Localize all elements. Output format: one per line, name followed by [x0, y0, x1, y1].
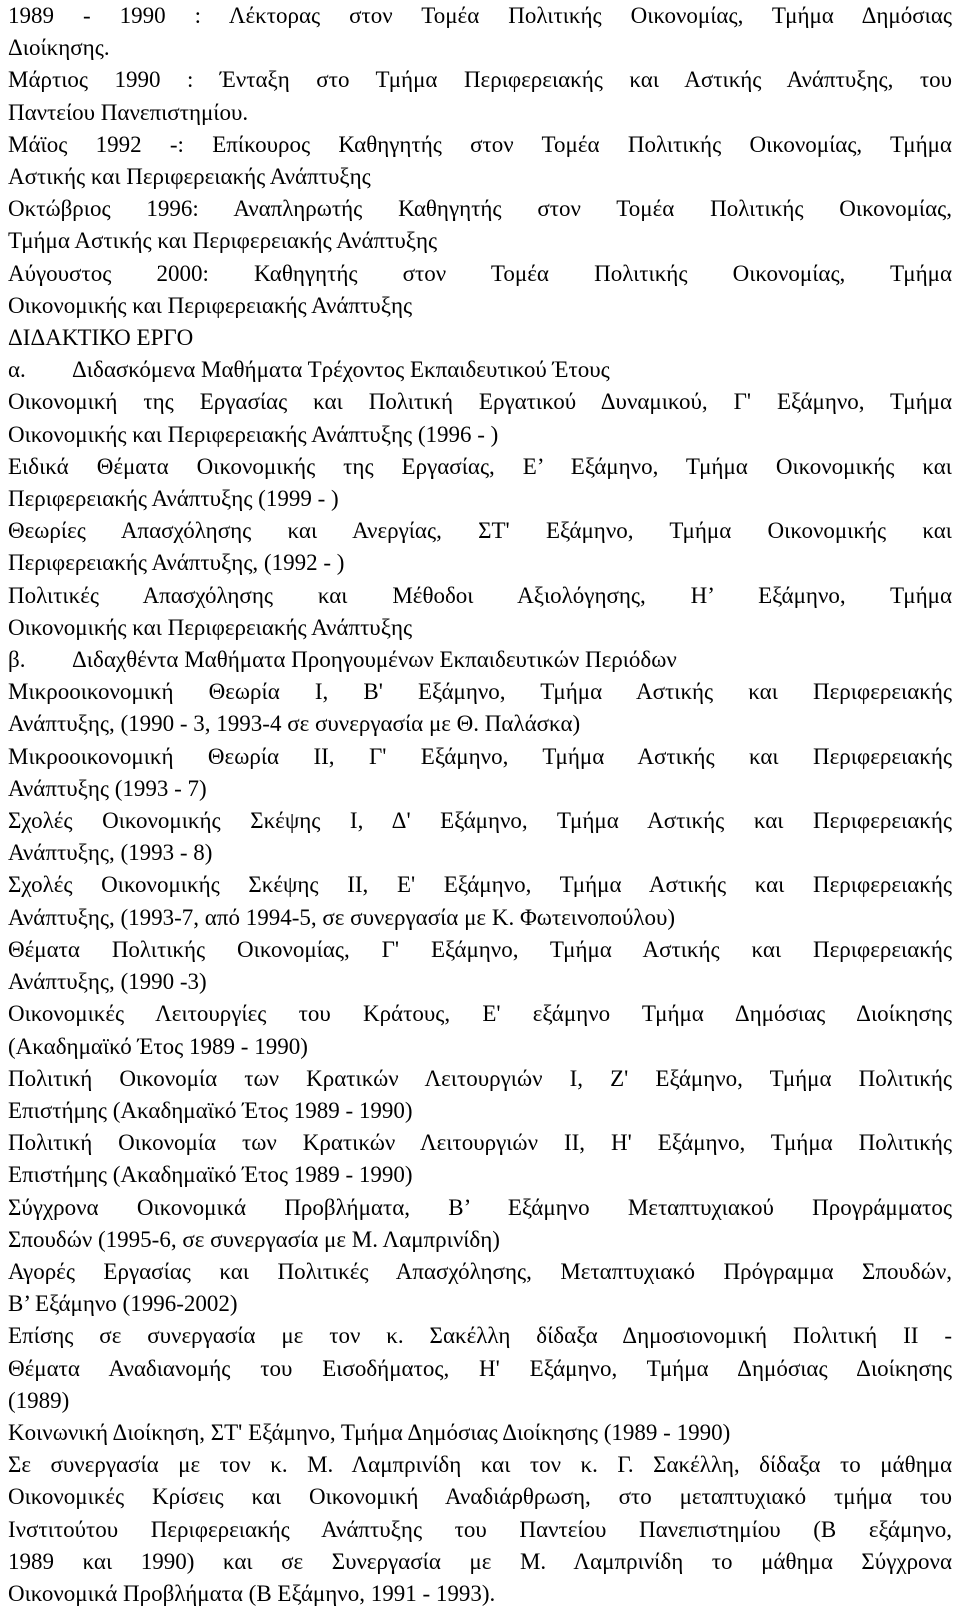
career-entry-line: Αύγουστος 2000: Καθηγητής στον Τομέα Πολιτικής Οικονομίας, Τμήμα	[8, 260, 952, 286]
previous-course	[8, 869, 952, 933]
career-entry-line: 1989 - 1990 : Λέκτορας στον Τομέα Πολιτικής Οικονομίας, Τμήμα Δημόσιας	[8, 3, 952, 28]
previous-course-line: (Ακαδημαϊκό Έτος 1989 - 1990)	[8, 1033, 308, 1059]
career-entry-line: Οικονομικής και Περιφερειακής Ανάπτυξης	[8, 292, 413, 318]
current-course-line: Πολιτικές Απασχόλησης και Μέθοδοι Αξιολόγησης, Η’ Εξάμηνο, Τμήμα	[8, 582, 952, 608]
previous-course-line: Θέματα Αναδιανομής του Εισοδήματος, Η' Εξάμηνο, Τμήμα Δημόσιας Διοίκησης	[8, 1355, 952, 1381]
previous-course-line: Επίσης σε συνεργασία με τον κ. Σακέλλη δίδαξα Δημοσιονομική Πολιτική ΙΙ -	[8, 1323, 952, 1349]
career-entry	[8, 64, 952, 128]
current-courses-title-text: Διδασκόμενα Μαθήματα Τρέχοντος Εκπαιδευτικού Έτους	[72, 357, 610, 383]
previous-course-line: Σύγχρονα Οικονομικά Προβλήματα, Β’ Εξάμηνο Μεταπτυχιακού Προγράμματος	[8, 1194, 952, 1220]
previous-course-line: 1989 και 1990) και σε Συνεργασία με Μ. Λαμπρινίδη το μάθημα Σύγχρονα	[8, 1548, 952, 1574]
current-course-line: Οικονομική της Εργασίας και Πολιτική Εργατικού Δυναμικού, Γ' Εξάμηνο, Τμήμα	[8, 389, 952, 415]
previous-course	[8, 1063, 952, 1127]
previous-course	[8, 998, 952, 1062]
previous-course	[8, 1127, 952, 1191]
current-course-line: Θεωρίες Απασχόλησης και Ανεργίας, ΣΤ' Εξάμηνο, Τμήμα Οικονομικής και	[8, 518, 952, 544]
teaching-heading: ΔΙΔΑΚΤΙΚΟ ΕΡΓΟ	[8, 325, 194, 351]
previous-course-line: Πολιτική Οικονομία των Κρατικών Λειτουργιών ΙΙ, Η' Εξάμηνο, Τμήμα Πολιτικής	[8, 1130, 952, 1156]
previous-course-line: Οικονομικές Λειτουργίες του Κράτους, Ε' εξάμηνο Τμήμα Δημόσιας Διοίκησης	[8, 1001, 952, 1027]
career-entry	[8, 193, 952, 257]
previous-course-line: Μικροοικονομική Θεωρία ΙΙ, Γ' Εξάμηνο, Τμήμα Αστικής και Περιφερειακής	[8, 743, 952, 769]
previous-course-line: Ινστιτούτου Περιφερειακής Ανάπτυξης του Παντείου Πανεπιστημίου (Β εξάμηνο,	[8, 1516, 952, 1542]
current-course-line: Περιφερειακής Ανάπτυξης, (1992 - )	[8, 550, 345, 576]
current-courses-list	[8, 386, 952, 644]
previous-course-line: Ανάπτυξης, (1990 - 3, 1993-4 σε συνεργασία με Θ. Παλάσκα)	[8, 711, 581, 737]
previous-course	[8, 1449, 952, 1610]
previous-course-line: Σπουδών (1995-6, σε συνεργασία με Μ. Λαμπρινίδη)	[8, 1226, 500, 1252]
previous-course	[8, 676, 952, 740]
previous-courses-list	[8, 676, 952, 1610]
current-course	[8, 451, 952, 515]
previous-course	[8, 1256, 952, 1320]
current-courses-title	[8, 354, 952, 386]
previous-course	[8, 1192, 952, 1256]
current-course-line: Ειδικά Θέματα Οικονομικής της Εργασίας, Ε’ Εξάμηνο, Τμήμα Οικονομικής και	[8, 453, 952, 479]
previous-course-line: Β’ Εξάμηνο (1996-2002)	[8, 1291, 238, 1317]
previous-course	[8, 741, 952, 805]
previous-course-line: (1989)	[8, 1387, 70, 1413]
career-entry-line: Διοίκησης.	[8, 35, 110, 61]
career-entry-line: Παντείου Πανεπιστημίου.	[8, 99, 249, 125]
previous-course-line: Επιστήμης (Ακαδημαϊκό Έτος 1989 - 1990)	[8, 1097, 413, 1123]
previous-courses-title	[8, 644, 952, 676]
previous-course-line: Κοινωνική Διοίκηση, ΣΤ' Εξάμηνο, Τμήμα Δημόσιας Διοίκησης (1989 - 1990)	[8, 1419, 731, 1445]
career-entry-line: Οκτώβριος 1996: Αναπληρωτής Καθηγητής στον Τομέα Πολιτικής Οικονομίας,	[8, 196, 952, 222]
previous-course-line: Επιστήμης (Ακαδημαϊκό Έτος 1989 - 1990)	[8, 1162, 413, 1188]
current-course	[8, 515, 952, 579]
previous-course-line: Ανάπτυξης, (1990 -3)	[8, 969, 207, 995]
career-entry-line: Μάϊος 1992 -: Επίκουρος Καθηγητής στον Τομέα Πολιτικής Οικονομίας, Τμήμα	[8, 131, 952, 157]
career-entry	[8, 129, 952, 193]
previous-courses-marker: β.	[8, 647, 26, 673]
career-entry-line: Μάρτιος 1990 : Ένταξη στο Τμήμα Περιφερειακής και Αστικής Ανάπτυξης, του	[8, 67, 952, 93]
previous-course	[8, 805, 952, 869]
previous-course-line: Ανάπτυξης, (1993-7, από 1994-5, σε συνεργασία με Κ. Φωτεινοπούλου)	[8, 904, 676, 930]
career-entry	[8, 0, 952, 64]
current-course-line: Περιφερειακής Ανάπτυξης (1999 - )	[8, 486, 339, 512]
previous-course	[8, 1320, 952, 1417]
current-courses-marker: α.	[8, 357, 26, 383]
previous-course-line: Οικονομικές Κρίσεις και Οικονομική Αναδιάρθρωση, στο μεταπτυχιακό τμήμα του	[8, 1484, 952, 1510]
previous-courses-title-text: Διδαχθέντα Μαθήματα Προηγουμένων Εκπαιδευτικών Περιόδων	[72, 647, 677, 673]
previous-course-line: Πολιτική Οικονομία των Κρατικών Λειτουργιών Ι, Ζ' Εξάμηνο, Τμήμα Πολιτικής	[8, 1065, 952, 1091]
previous-course-line: Σε συνεργασία με τον κ. Μ. Λαμπρινίδη και τον κ. Γ. Σακέλλη, δίδαξα το μάθημα	[8, 1452, 952, 1478]
career-entry-line: Τμήμα Αστικής και Περιφερειακής Ανάπτυξης	[8, 228, 438, 254]
career-entry-line: Αστικής και Περιφερειακής Ανάπτυξης	[8, 164, 371, 190]
previous-course	[8, 934, 952, 998]
previous-course-line: Σχολές Οικονομικής Σκέψης ΙΙ, Ε' Εξάμηνο, Τμήμα Αστικής και Περιφερειακής	[8, 872, 952, 898]
previous-course-line: Ανάπτυξης, (1993 - 8)	[8, 840, 213, 866]
previous-course-line: Σχολές Οικονομικής Σκέψης Ι, Δ' Εξάμηνο, Τμήμα Αστικής και Περιφερειακής	[8, 808, 952, 834]
current-course	[8, 580, 952, 644]
previous-course-line: Οικονομικά Προβλήματα (Β Εξάμηνο, 1991 - 1993).	[8, 1580, 496, 1606]
career-entry	[8, 258, 952, 322]
previous-course	[8, 1417, 952, 1449]
career-section	[8, 0, 952, 322]
current-course-line: Οικονομικής και Περιφερειακής Ανάπτυξης	[8, 614, 413, 640]
current-course-line: Οικονομικής και Περιφερειακής Ανάπτυξης (1996 - )	[8, 421, 499, 447]
current-course	[8, 386, 952, 450]
previous-course-line: Θέματα Πολιτικής Οικονομίας, Γ' Εξάμηνο, Τμήμα Αστικής και Περιφερειακής	[8, 936, 952, 962]
previous-course-line: Μικροοικονομική Θεωρία Ι, Β' Εξάμηνο, Τμήμα Αστικής και Περιφερειακής	[8, 679, 952, 705]
previous-course-line: Ανάπτυξης (1993 - 7)	[8, 775, 207, 801]
previous-course-line: Αγορές Εργασίας και Πολιτικές Απασχόλησης, Μεταπτυχιακό Πρόγραμμα Σπουδών,	[8, 1258, 952, 1284]
